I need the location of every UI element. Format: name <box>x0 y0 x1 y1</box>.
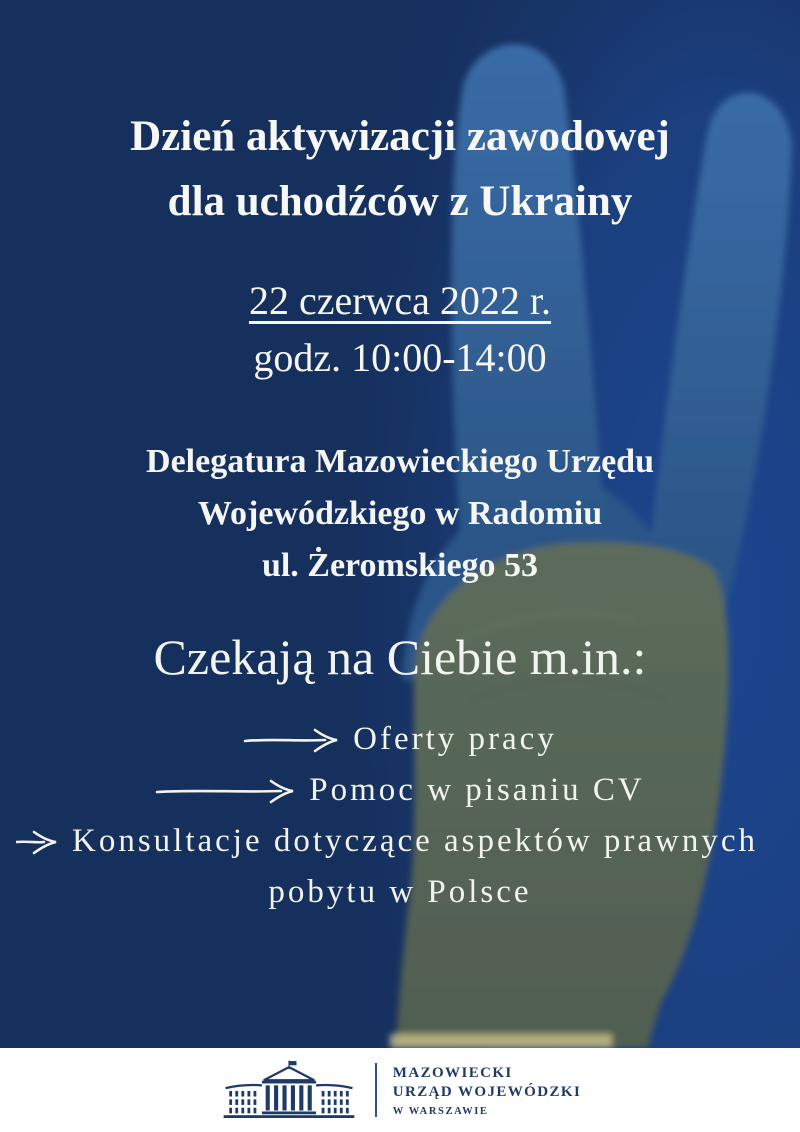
poster-title <box>0 104 800 234</box>
list-item-label: Pomoc w pisaniu CV <box>309 772 645 808</box>
offer-list <box>0 714 800 918</box>
arrow-right-icon <box>16 827 58 857</box>
venue-block <box>0 436 800 592</box>
list-item <box>0 765 800 816</box>
title-line-2: dla uchodźców z Ukrainy <box>167 178 633 225</box>
venue-line-3: ul. Żeromskiego 53 <box>261 547 539 584</box>
event-datetime <box>0 272 800 386</box>
title-line-1: Dzień aktywizacji zawodowej <box>130 113 670 160</box>
list-item <box>0 714 800 765</box>
logo-divider <box>375 1063 377 1117</box>
list-item <box>0 816 800 867</box>
list-item-label: Konsultacje dotyczące aspektów prawnych <box>71 823 759 859</box>
event-date: 22 czerwca 2022 r. <box>248 278 552 323</box>
event-time: godz. 10:00-14:00 <box>253 335 547 380</box>
venue-line-1: Delegatura Mazowieckiego Urzędu <box>146 443 654 480</box>
venue-line-2: Wojewódzkiego w Radomiu <box>197 495 603 532</box>
arrow-right-icon <box>155 776 295 806</box>
list-item-label: Oferty pracy <box>353 721 557 757</box>
organization-name <box>393 1064 581 1117</box>
list-item-continuation <box>0 867 800 918</box>
org-name-line2: URZĄD WOJEWÓDZKI <box>392 1083 582 1100</box>
arrow-right-icon <box>243 725 339 755</box>
building-icon <box>219 1058 359 1122</box>
org-name-line1: MAZOWIECKI <box>392 1064 513 1081</box>
footer-logo-bar <box>0 1048 800 1132</box>
list-item-label: pobytu w Polsce <box>268 874 532 910</box>
list-heading: Czekają na Ciebie m.in.: <box>153 629 647 685</box>
org-location: W WARSZAWIE <box>392 1105 489 1117</box>
